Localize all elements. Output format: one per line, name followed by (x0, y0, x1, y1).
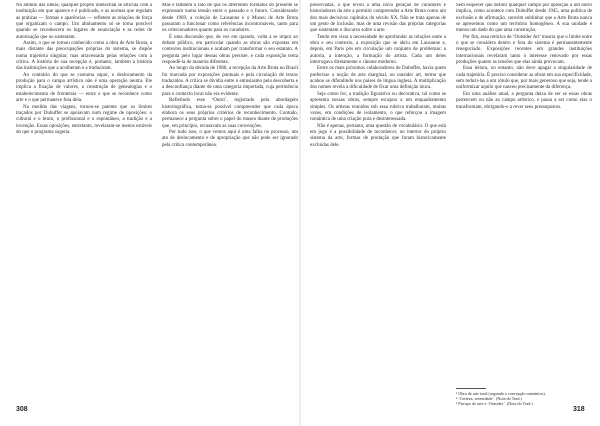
paragraph: Refletindo esse ‘Outro’, registrado pela abordagem historiográfica, torna-se possível compreender que cada época elabora os seus próprios critérios de reconhecimento. Contudo, permanece a pergunta sobre o papel do museu diante de produções que, em princípio, recusavam as suas convenções. (162, 98, 298, 129)
right-page-number: 318 (573, 406, 585, 413)
paragraph: Em uma análise atual, a pergunta deixa de ser se essas obras pertencem ou não ao campo artístico, e passa a ser como elas o transformam, obrigando-o a rever seus pressupostos. (456, 91, 592, 110)
paragraph: Não é apenas, portanto, uma questão de vocabulário. O que está em jogo é a possibilidade de reconhecer, no interior do próprio sistema da arte, formas de produção que foram historicamente excluídas dele. (310, 123, 446, 148)
paragraph: Ao longo da década de 1980, a recepção da Arte Bruta no Brasil foi marcada por exposições pontuais e pela circulação de textos traduzidos. A crítica se dividia entre o entusiasmo pela descoberta e a desconfiança diante de uma categoria importada, cuja pertinência para o contexto local não era evidente. (162, 66, 298, 97)
left-page-number: 308 (16, 406, 28, 413)
paragraph: É uma discussão que, de vez em quando, volta a se impor ao debate público, em particular quando as obras são expostas em contextos institucionais e acabam por transformar o seu estatuto. A pergunta pelo lugar dessas obras persiste, e cada exposição tenta respondê-la de maneira diferente. (162, 34, 298, 66)
paragraph: Por fim, essa retórica de ‘Outsider Art’ mostra que o limite entre o que se considera dentro e fora do sistema é permanentemente renegociado. Exposições recentes em grandes instituições internacionais revelaram tanto o interesse renovado por essas produções quanto as tensões que elas ainda provocam. (456, 34, 592, 66)
paragraph: Mas é também o fato de que os diferentes formatos do presente se expressam numa tensão entre o passado e o futuro. Considerando desde 1969, a coleção de Lausanne e o Museu de Arte Bruta passaram a funcionar como referências incontornáveis, tanto para os colecionadores quanto para os curadores. (162, 3, 298, 34)
paragraph: Assim, o que se tornou conhecido como a obra de Arte Bruta, a mais distante das preocupações próprias do sistema, se dispõe numa trajetória singular, mas atravessada pelas relações com a crítica. A história de sua recepção é, portanto, também a história das instituições que a acolheram e a traduziram. (16, 41, 152, 72)
footnote-rule (456, 388, 486, 389)
paragraph: preservadas, a que levou a uma nova geração de curadores e historiadores da arte a permitir compreender a Arte Bruta como um dos mais decisivos capítulos do século XX. Não se trata apenas de um gesto de inclusão, mas de uma revisão das próprias categorias que sustentam o discurso sobre a arte. (310, 3, 446, 34)
paragraph: Entre os mais próximos colaboradores de Dubuffet, havia quem preferisse a noção de arte marginal, ou outsider art, termo que acabou se difundindo nos países de língua inglesa. A multiplicação dos nomes revela a dificuldade de fixar uma definição única. (310, 66, 446, 91)
page-gutter (299, 0, 301, 426)
footnotes (456, 388, 592, 407)
paragraph: Ao contrário do que se costuma supor, o deslocamento da produção para o campo artístico não é uma operação neutra. Ele implica a fixação de valores, a construção de genealogias e o estabelecimento de fronteiras — entre o que se reconhece como arte e o que permanece fora dela. (16, 72, 152, 104)
paragraph: Por tudo isso, o que vemos aqui é uma falha no processo, um ato de deslocamento e de apropriação que não pode ser ignorado pela crítica contemporânea. (162, 129, 298, 148)
paragraph: Tendo em vista a necessidade de aprofundar as relações entre a obra e seu contexto, a exposição que se abriu em Lausanne e, depois, em Paris pôs em circulação um conjunto de problemas: a autoria, a intenção, a formação do artista. Cada um deles interrogava diretamente o cânone moderno. (310, 34, 446, 66)
left-page-column-1 (16, 3, 152, 403)
footnote: ¹ Obra de arte total (segundo a concepção romântica). (456, 391, 546, 396)
paragraph: Essa leitura, no entanto, não deve apagar a singularidade de cada trajetória. É preciso considerar as obras em sua especificidade, sem reduzi-las a um rótulo que, por mais generoso que seja, tende a uniformizar aquilo que nasceu precisamente da diferença. (456, 66, 592, 91)
footnote: ² ‘Certeza, serenidade’. (Nota do Trad.) (456, 396, 522, 402)
right-page-column-2 (456, 3, 592, 383)
paragraph: Na medida das viagens, tornou-se patente que os limites traçados por Dubuffet se apoiavam num regime de oposições: o cultural e o bruto, o profissional e o espontâneo, a tradição e a invenção. Essas oposições, entretanto, revelaram-se menos estáveis do que o programa sugeria. (16, 104, 152, 135)
left-page-column-2 (162, 3, 298, 403)
footnote: ³ Pin-ups de arte e ‘Outsider’. (Nota do Trad.) (456, 401, 533, 407)
paragraph: Sem esquecer que definir qualquer campo por oposição a um outro implica, como acontece com Dubuffet desde 1945, uma política de exclusão e de afirmação, convém sublinhar que a Arte Bruta nunca se apresentou como um território homogêneo. A sua unidade é menos um dado do que uma construção. (456, 3, 592, 34)
paragraph: Seja como for, a tradição figurativa ou decorativa, tal como se apresenta nessas obras, sempre escapou a um enquadramento simples. Os artistas reunidos sob essa rubrica trabalharam, muitas vezes, em condições de isolamento, o que reforçou a imagem romântica de uma criação pura e desinteressada. (310, 91, 446, 123)
right-page-column-1 (310, 3, 446, 403)
paragraph: No âmbito das ideias, qualquer projeto intelectual se articula com a instituição em que aparece e é publicado, e as normas que regulam as práticas — formas e aparências — refletem as relações de força que organizam o campo. Um alinhamento só se torna possível quando se reconhecem os lugares de enunciação e as redes de autorização que os sustentam. (16, 3, 152, 40)
